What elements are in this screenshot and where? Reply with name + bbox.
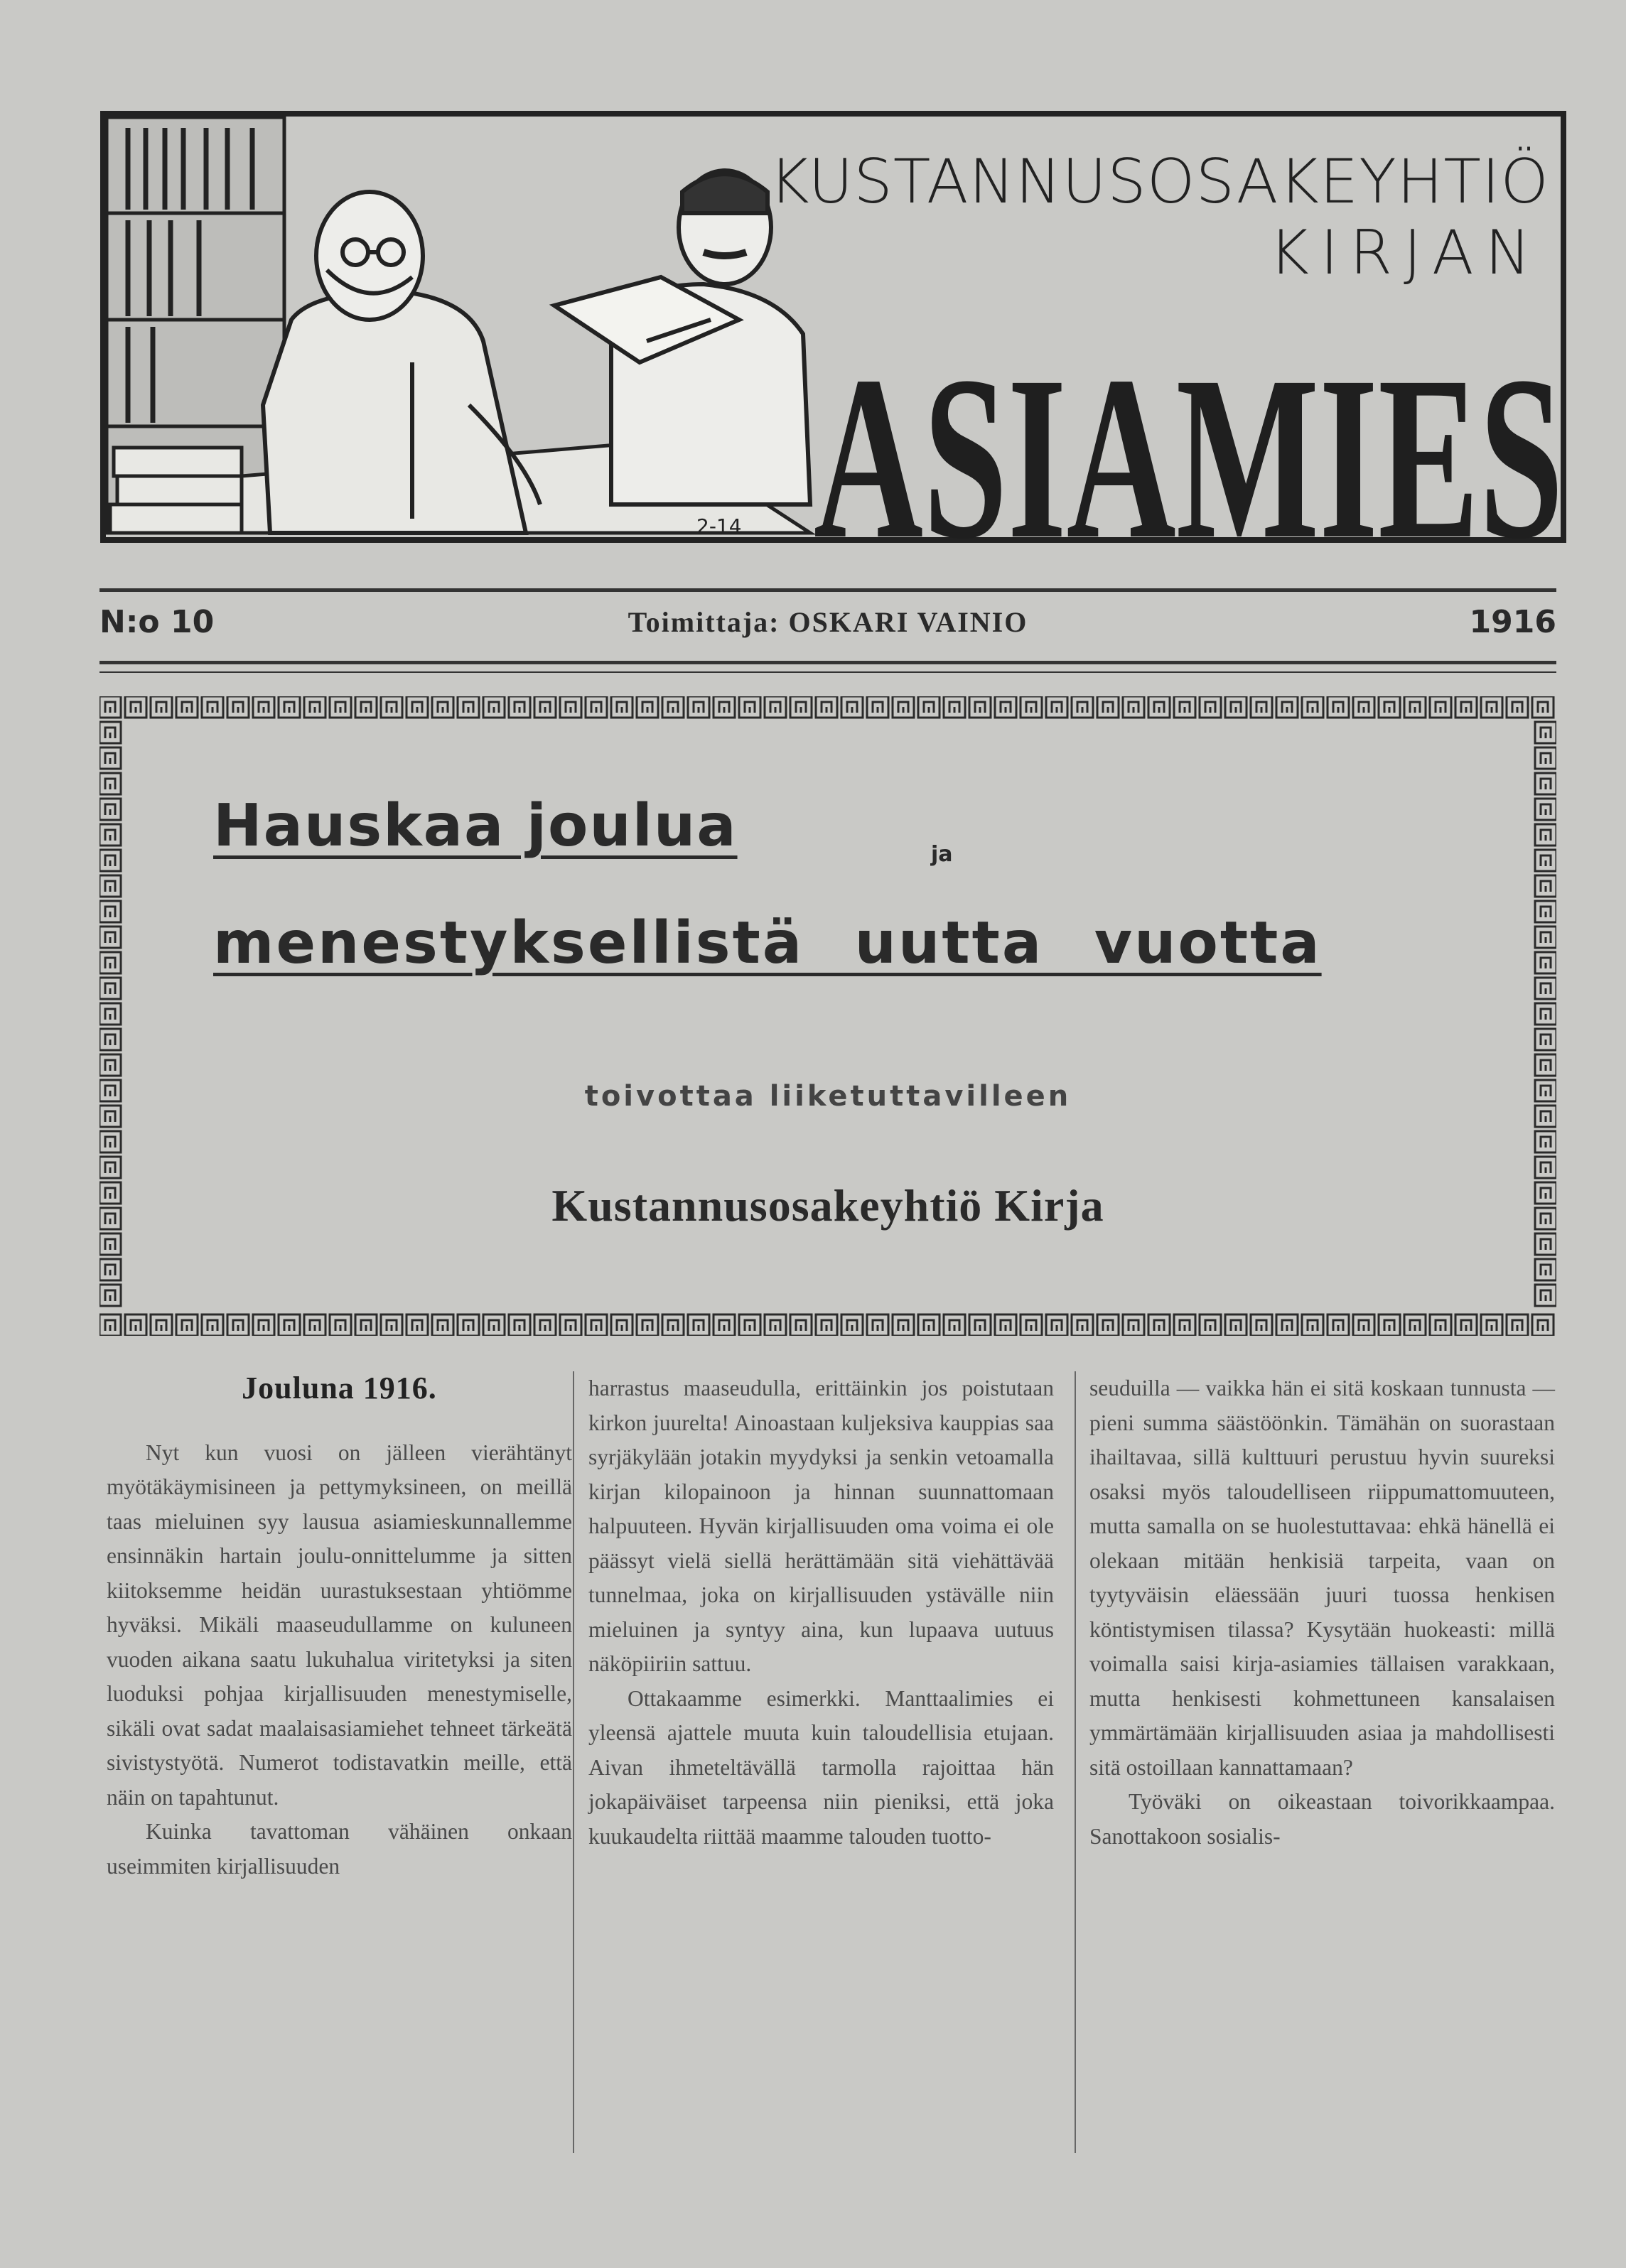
border-tile xyxy=(1535,875,1556,897)
border-tile xyxy=(99,1285,121,1306)
border-tile xyxy=(534,696,556,718)
border-tile xyxy=(867,1314,888,1336)
border-tile xyxy=(1535,901,1556,922)
paragraph: harrastus maaseudulla, erittäinkin jos poistutaan kirkon juurelta! Ainoastaan kuljeksiva kauppias saa syrjäkylään jotakin myydyksi ja senkin vetoamalla kirjan kilopainoon ja hinnan suunnattomaan halpuuteen. Hyvän kirjallisuuden oma voima ei ole päässyt vielä siellä herättämään sitä viehättävää tunnelmaa, joka on kirjallisuuden ystävälle niin mieluinen ja syntyy aina, kun lupaava uutuus näköpiiriin sattuu. xyxy=(588,1376,1054,1676)
border-tile xyxy=(918,696,939,718)
border-tile xyxy=(611,696,632,718)
article-column-2 xyxy=(588,1371,1054,2167)
border-tile xyxy=(637,1314,658,1336)
border-tile xyxy=(1535,952,1556,973)
border-tile xyxy=(1097,696,1119,718)
border-tile xyxy=(1455,696,1477,718)
border-tile xyxy=(509,696,530,718)
man-with-glasses-illustration xyxy=(263,192,540,533)
masthead xyxy=(99,107,1571,554)
border-tile xyxy=(355,1314,377,1336)
paragraph: Kuinka tavattoman vähäinen onkaan useimmiten kirjallisuuden xyxy=(107,1819,572,1879)
border-tile xyxy=(1481,696,1502,718)
border-tile xyxy=(99,824,121,846)
border-tile xyxy=(99,799,121,820)
border-tile xyxy=(1328,696,1349,718)
border-tile xyxy=(99,1259,121,1280)
border-tile xyxy=(1535,1259,1556,1280)
border-tile xyxy=(816,1314,837,1336)
publisher-name-line1: KUSTANNUSOSAKEYHTIÖ xyxy=(769,146,1549,217)
border-tile xyxy=(893,696,914,718)
border-tile xyxy=(560,1314,581,1336)
border-tile xyxy=(765,696,786,718)
border-tile xyxy=(1174,1314,1195,1336)
border-tile xyxy=(1535,747,1556,769)
border-tile xyxy=(279,1314,300,1336)
border-tile xyxy=(1276,696,1298,718)
border-tile xyxy=(1046,696,1067,718)
border-tile xyxy=(1430,696,1451,718)
border-tile xyxy=(586,1314,607,1336)
border-tile xyxy=(99,1029,121,1050)
border-tile xyxy=(99,850,121,871)
border-tile xyxy=(637,696,658,718)
issue-line xyxy=(99,604,1556,654)
rule-top xyxy=(99,588,1556,592)
border-tile xyxy=(1174,696,1195,718)
rule-double-bottom xyxy=(99,671,1556,673)
border-tile xyxy=(1072,696,1093,718)
border-tile xyxy=(1535,722,1556,743)
editor-line: Toimittaja: OSKARI VAINIO xyxy=(628,606,1028,638)
border-tile xyxy=(1535,1003,1556,1025)
border-tile xyxy=(816,696,837,718)
border-tile xyxy=(99,1003,121,1025)
border-tile xyxy=(867,696,888,718)
masthead-title: ASIAMIES xyxy=(814,328,1563,554)
border-tile xyxy=(739,696,760,718)
border-tile xyxy=(279,696,300,718)
greeting-line2: menestyksellistä uutta vuotta xyxy=(213,909,1322,977)
border-tile xyxy=(995,1314,1016,1336)
article-column-1 xyxy=(107,1371,572,2167)
border-tile xyxy=(969,696,991,718)
border-tile xyxy=(1507,1314,1528,1336)
border-tile xyxy=(1123,1314,1144,1336)
border-tile xyxy=(355,696,377,718)
border-tile xyxy=(1225,696,1247,718)
border-tile xyxy=(1148,1314,1170,1336)
greeting-line1: Hauskaa joulua xyxy=(213,792,738,860)
border-tile xyxy=(1535,1157,1556,1178)
border-tile xyxy=(1535,773,1556,794)
border-tile xyxy=(99,1314,121,1336)
border-tile xyxy=(483,696,505,718)
border-tile xyxy=(765,1314,786,1336)
border-tile xyxy=(1251,1314,1272,1336)
border-tile xyxy=(1404,1314,1426,1336)
border-tile xyxy=(1535,978,1556,999)
border-tile xyxy=(1021,696,1042,718)
border-tile xyxy=(406,696,428,718)
border-tile xyxy=(1123,696,1144,718)
paragraph: Ottakaamme esimerkki. Manttaalimies ei yleensä ajattele muuta kuin taloudellisia etujaan. Aivan ihmeteltävällä tarmolla rajoittaa hän jokapäiväiset tarpeensa niin pieniksi, että joka kuukaudelta riittää maamme talouden tuotto- xyxy=(588,1685,1054,1849)
border-tile xyxy=(841,696,863,718)
border-tile xyxy=(944,1314,965,1336)
border-tile xyxy=(1379,1314,1400,1336)
border-tile xyxy=(304,696,325,718)
border-tile xyxy=(1455,1314,1477,1336)
border-tile xyxy=(1251,696,1272,718)
border-tile xyxy=(202,696,223,718)
greeting-ja: ja xyxy=(931,842,953,867)
border-tile xyxy=(253,1314,274,1336)
border-tile xyxy=(99,875,121,897)
border-tile xyxy=(304,1314,325,1336)
border-tile xyxy=(1328,1314,1349,1336)
border-tile xyxy=(253,696,274,718)
border-tile xyxy=(714,1314,735,1336)
border-tile xyxy=(1072,1314,1093,1336)
border-tile xyxy=(1200,696,1221,718)
paragraph: Nyt kun vuosi on jälleen vierähtänyt myötäkäymisineen ja pettymyksineen, on meillä taas mieluinen syy lausua asiamieskunnallemme ensinnäkin hartain joulu-onnittelumme ja sitten kiitoksemme heidän uurastuksestaan yhtiömme hyväksi. Mikäli maaseudullamme on kuluneen vuoden aikana saatu lukuhalua viritetyksi ja siten luoduksi pohjaa kirjallisuuden menestymiselle, sikäli ovat sadat maalaisasiamiehet tehneet tärkeätä sivistystyötä. Numerot todistavatkin meille, että näin on tapahtunut. xyxy=(107,1440,572,1810)
border-tile xyxy=(1535,850,1556,871)
border-tile xyxy=(1225,1314,1247,1336)
border-tile xyxy=(99,1157,121,1178)
greeting-box xyxy=(99,696,1556,1336)
border-tile xyxy=(99,747,121,769)
border-tile xyxy=(739,1314,760,1336)
border-tile xyxy=(202,1314,223,1336)
border-tile xyxy=(458,1314,479,1336)
border-tile xyxy=(99,722,121,743)
publisher-name-line2: KIRJAN xyxy=(1269,217,1542,288)
border-tile xyxy=(99,1131,121,1152)
border-tile xyxy=(151,696,172,718)
border-tile xyxy=(586,696,607,718)
border-tile xyxy=(227,1314,249,1336)
column-divider xyxy=(573,1371,574,2153)
border-tile xyxy=(662,696,684,718)
border-tile xyxy=(1532,1314,1554,1336)
border-tile xyxy=(1353,1314,1374,1336)
border-tile xyxy=(99,978,121,999)
border-tile xyxy=(1535,824,1556,846)
border-tile xyxy=(790,696,812,718)
border-tile xyxy=(176,696,198,718)
border-tile xyxy=(893,1314,914,1336)
paragraph: Työväki on oikeastaan toivorikkaampaa. Sanottakoon sosialis- xyxy=(1089,1789,1555,1849)
border-tile xyxy=(714,696,735,718)
border-tile xyxy=(1379,696,1400,718)
border-tile xyxy=(560,696,581,718)
border-tile xyxy=(1535,799,1556,820)
border-tile xyxy=(381,696,402,718)
border-tile xyxy=(99,1054,121,1076)
border-tile xyxy=(688,696,709,718)
border-tile xyxy=(1021,1314,1042,1336)
border-tile xyxy=(1302,1314,1323,1336)
border-tile xyxy=(99,1233,121,1255)
issue-year: 1916 xyxy=(1469,604,1556,640)
greeting-line4: Kustannusosakeyhtiö Kirja xyxy=(551,1180,1104,1231)
book-stack-illustration xyxy=(110,448,252,533)
artist-signature: 2-14 xyxy=(696,514,742,538)
border-tile xyxy=(1276,1314,1298,1336)
border-tile xyxy=(330,1314,351,1336)
border-tile xyxy=(1148,696,1170,718)
border-tile xyxy=(790,1314,812,1336)
border-tile xyxy=(330,696,351,718)
border-tile xyxy=(458,696,479,718)
border-tile xyxy=(176,1314,198,1336)
border-tile xyxy=(611,1314,632,1336)
border-tile xyxy=(1481,1314,1502,1336)
article-column-3 xyxy=(1089,1371,1555,2167)
border-tile xyxy=(1535,927,1556,948)
column-divider xyxy=(1075,1371,1076,2153)
border-tile xyxy=(534,1314,556,1336)
border-tile xyxy=(1535,1131,1556,1152)
border-tile xyxy=(125,696,146,718)
border-tile xyxy=(99,927,121,948)
border-tile xyxy=(1535,1029,1556,1050)
border-tile xyxy=(1097,1314,1119,1336)
border-tile xyxy=(99,952,121,973)
border-tile xyxy=(1532,696,1554,718)
greeting-line3: toivottaa liiketuttavilleen xyxy=(584,1080,1072,1113)
border-tile xyxy=(688,1314,709,1336)
border-tile xyxy=(1507,696,1528,718)
border-tile xyxy=(918,1314,939,1336)
border-tile xyxy=(1430,1314,1451,1336)
border-tile xyxy=(406,1314,428,1336)
border-tile xyxy=(227,696,249,718)
issue-number: N:o 10 xyxy=(99,604,215,640)
border-tile xyxy=(1535,1233,1556,1255)
masthead-illustration xyxy=(99,107,1571,554)
border-tile xyxy=(944,696,965,718)
border-tile xyxy=(1353,696,1374,718)
border-tile xyxy=(509,1314,530,1336)
border-tile xyxy=(841,1314,863,1336)
border-tile xyxy=(969,1314,991,1336)
border-tile xyxy=(99,696,121,718)
border-tile xyxy=(1046,1314,1067,1336)
border-tile xyxy=(1404,696,1426,718)
border-tile xyxy=(1535,1285,1556,1306)
border-tile xyxy=(381,1314,402,1336)
border-tile xyxy=(99,773,121,794)
border-tile xyxy=(99,901,121,922)
border-tile xyxy=(662,1314,684,1336)
border-tile xyxy=(1535,1054,1556,1076)
paragraph: seuduilla — vaikka hän ei sitä koskaan tunnusta — pieni summa säästöönkin. Tämähän on suorastaan ihailtavaa, sillä kulttuuri perustuu hyvin suureksi osaksi myös taloudelliseen riippumattomuuteen, mutta samalla on se huolestuttavaa: ehkä hänellä ei olekaan mitään henkisiä tarpeita, vaan on tyytyväisin eläessään juuri tuossa henkisen köntistymisen tilassa? Kysytään huokeasti: millä voimalla saisi kirja-asiamies tällaisen varakkaan, mutta henkisesti kohmettuneen kansalaisen ymmärtämään kirjallisuuden asiaa ja mahdollisesti sitä ostoillaan kannattamaan? xyxy=(1089,1376,1555,1780)
border-tile xyxy=(995,696,1016,718)
border-tile xyxy=(432,696,453,718)
border-tile xyxy=(151,1314,172,1336)
border-tile xyxy=(125,1314,146,1336)
border-tile xyxy=(1200,1314,1221,1336)
border-tile xyxy=(1302,696,1323,718)
border-tile xyxy=(483,1314,505,1336)
rule-double-top xyxy=(99,661,1556,664)
border-tile xyxy=(432,1314,453,1336)
article-title: Jouluna 1916. xyxy=(242,1371,437,1405)
